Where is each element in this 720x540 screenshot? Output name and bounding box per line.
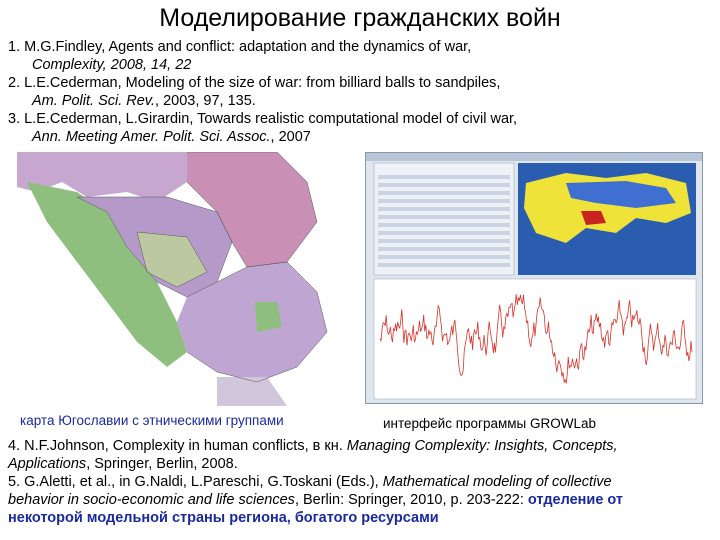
references-top [8, 38, 713, 146]
ref-4-author: 4. N.F.Johnson, Complexity in human conflicts, в кн. [8, 438, 347, 454]
ref-1-journal: Complexity, 2008, 14, 22 [32, 57, 192, 73]
window-titlebar [366, 153, 702, 161]
ref-5-author: 5. G.Aletti, et al., in G.Naldi, L.Pareschi, G.Toskani (Eds.), [8, 474, 383, 490]
ref-5-highlight-cont: некоторой модельной страны региона, богатого ресурсами [8, 510, 439, 526]
page-title: Моделирование гражданских войн [159, 4, 561, 32]
ref-1-line-1: 1. M.G.Findley, Agents and conflict: adaptation and the dynamics of war, [8, 39, 472, 55]
references-bottom [8, 437, 714, 527]
ref-5-book-title-cont: behavior in socio-economic and life sciences [8, 492, 295, 508]
ref-3-journal: Ann. Meeting Amer. Polit. Sci. Assoc. [32, 129, 271, 145]
yugoslavia-ethnic-map [17, 152, 355, 406]
timeseries-panel [374, 279, 696, 399]
ref-4-book-title: Managing Complexity: Insights, Concepts, [346, 438, 618, 454]
ref-5-line-3 [8, 509, 714, 527]
ref-5-highlight: отделение от [527, 492, 624, 508]
ref-2-journal: Am. Polit. Sci. Rev. [32, 93, 156, 109]
ref-1-line-2 [8, 56, 713, 74]
app-caption: интерфейс программы GROWLab [383, 416, 597, 431]
ref-4-line-1 [8, 437, 714, 455]
ref-2-line-2 [8, 92, 713, 110]
ref-5-line-1 [8, 473, 714, 491]
map-graphic [17, 152, 355, 406]
ref-4-book-title-cont: Applications [8, 456, 87, 472]
ref-5-details: , Berlin: Springer, 2010, p. 203-222: [294, 492, 528, 508]
ref-2-details: , 2003, 97, 135. [155, 93, 256, 109]
ref-4-line-2 [8, 455, 714, 473]
growlab-window [365, 152, 703, 404]
ref-4-details: , Springer, Berlin, 2008. [86, 456, 238, 472]
ref-3-details: , 2007 [270, 129, 311, 145]
growlab-graphic [366, 153, 702, 403]
map-caption: карта Югославии с этническими группами [20, 413, 284, 428]
ref-2-line-1: 2. L.E.Cederman, Modeling of the size of war: from billiard balls to sandpiles, [8, 75, 501, 91]
ref-3-line-1: 3. L.E.Cederman, L.Girardin, Towards realistic computational model of civil war, [8, 111, 518, 127]
ref-3-line-2 [8, 128, 713, 146]
ref-5-book-title: Mathematical modeling of collective [382, 474, 612, 490]
ref-5-line-2 [8, 491, 714, 509]
